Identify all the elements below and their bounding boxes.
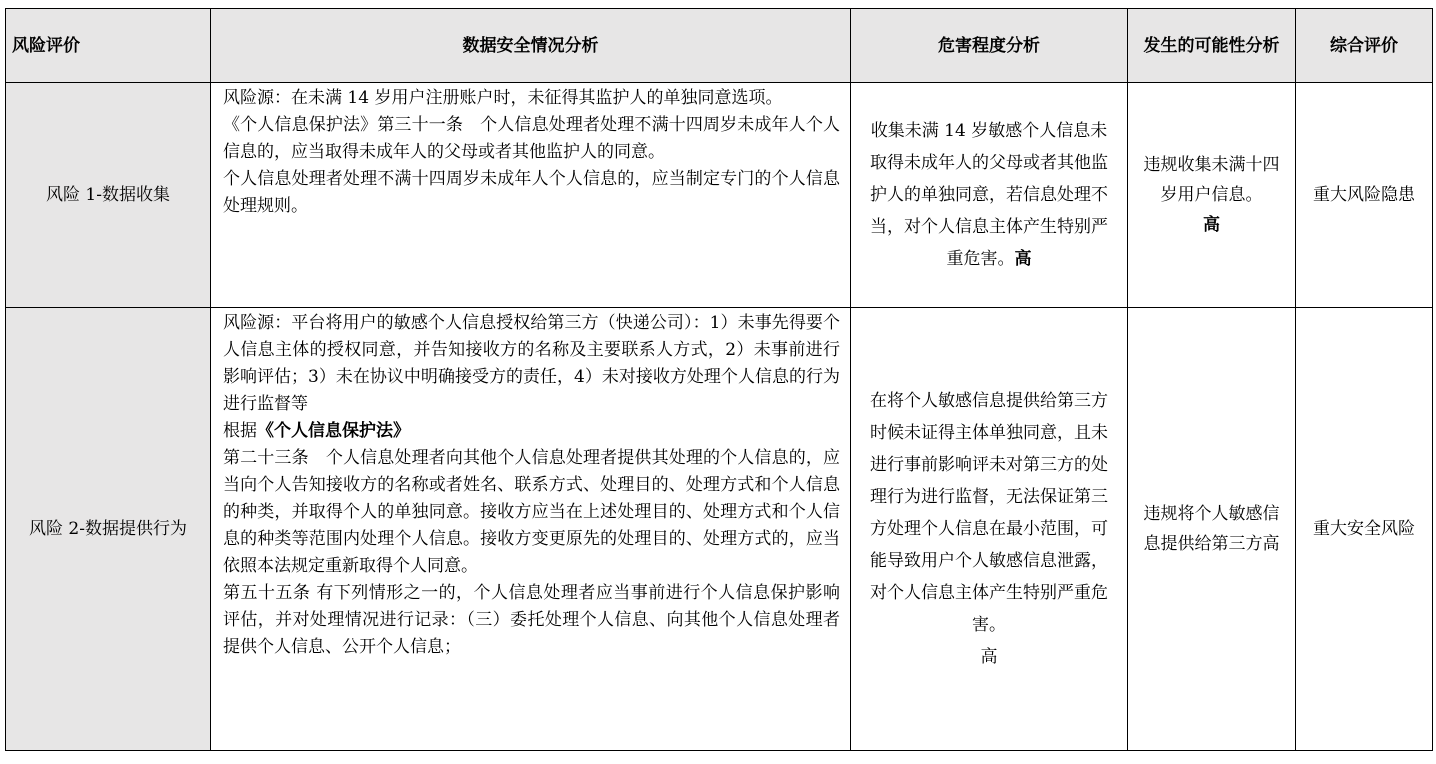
harm-cell <box>851 308 1128 751</box>
overall-cell: 重大安全风险 <box>1296 308 1433 751</box>
analysis-paragraph: 风险源：平台将用户的敏感个人信息授权给第三方（快递公司）：1）未事先得要个人信息主体的授权同意，并告知接收方的名称及主要联系人方式，2）未事前进行影响评估；3）未在协议中明确接受方的责任，4）未对接收方处理个人信息的行为进行监督等 <box>223 313 840 414</box>
table-row <box>6 308 1433 751</box>
analysis-cell <box>211 308 851 751</box>
harm-text: 收集未满 14 岁敏感个人信息未取得未成年人的父母或者其他监护人的单独同意，若信息处理不当，对个人信息主体产生特别严重危害。 <box>870 121 1108 269</box>
table-row <box>6 83 1433 308</box>
law-name: 《个人信息保护法》 <box>257 421 410 441</box>
analysis-basis <box>223 418 840 445</box>
header-row <box>6 9 1433 83</box>
risk-assessment-table <box>5 8 1433 751</box>
header-harm: 危害程度分析 <box>851 9 1128 83</box>
analysis-cell <box>211 83 851 308</box>
header-overall: 综合评价 <box>1296 9 1433 83</box>
analysis-paragraph: 个人信息处理者处理不满十四周岁未成年人个人信息的，应当制定专门的个人信息处理规则。 <box>223 169 840 216</box>
likelihood-text: 违规收集未满十四岁用户信息。 <box>1143 155 1280 205</box>
analysis-paragraph: 风险源：在未满 14 岁用户注册账户时，未征得其监护人的单独同意选项。 <box>223 88 783 108</box>
header-likelihood: 发生的可能性分析 <box>1128 9 1296 83</box>
header-analysis: 数据安全情况分析 <box>211 9 851 83</box>
risk-label: 风险 1-数据收集 <box>6 83 211 308</box>
harm-cell <box>851 83 1128 308</box>
harm-level: 高 <box>980 647 998 667</box>
analysis-paragraph: 第二十三条 个人信息处理者向其他个人信息处理者提供其处理的个人信息的，应当向个人告知接收方的名称或者姓名、联系方式、处理目的、处理方式和个人信息的种类，并取得个人的单独同意。接收方应当在上述处理目的、处理方式和个人信息的种类等范围内处理个人信息。接收方变更原先的处理目的、处理方式的，应当依照本法规定重新取得个人同意。 <box>223 448 840 576</box>
header-risk: 风险评价 <box>6 9 211 83</box>
risk-label: 风险 2-数据提供行为 <box>6 308 211 751</box>
overall-cell: 重大风险隐患 <box>1296 83 1433 308</box>
likelihood-cell: 违规将个人敏感信息提供给第三方高 <box>1128 308 1296 751</box>
risk-table-container <box>5 8 1432 751</box>
basis-prefix: 根据 <box>223 421 257 441</box>
harm-text: 在将个人敏感信息提供给第三方时候未证得主体单独同意，且未进行事前影响评未对第三方的处理行为进行监督，无法保证第三方处理个人信息在最小范围，可能导致用户个人敏感信息泄露，对个人信息主体产生特别严重危害。 <box>870 391 1108 635</box>
analysis-paragraph: 第五十五条 有下列情形之一的，个人信息处理者应当事前进行个人信息保护影响评估，并对处理情况进行记录：（三）委托处理个人信息、向其他个人信息处理者提供个人信息、公开个人信息； <box>223 583 840 657</box>
analysis-paragraph: 《个人信息保护法》第三十一条 个人信息处理者处理不满十四周岁未成年人个人信息的，应当取得未成年人的父母或者其他监护人的同意。 <box>223 115 840 162</box>
likelihood-cell <box>1128 83 1296 308</box>
likelihood-level: 高 <box>1203 215 1220 235</box>
harm-level: 高 <box>1014 249 1032 269</box>
